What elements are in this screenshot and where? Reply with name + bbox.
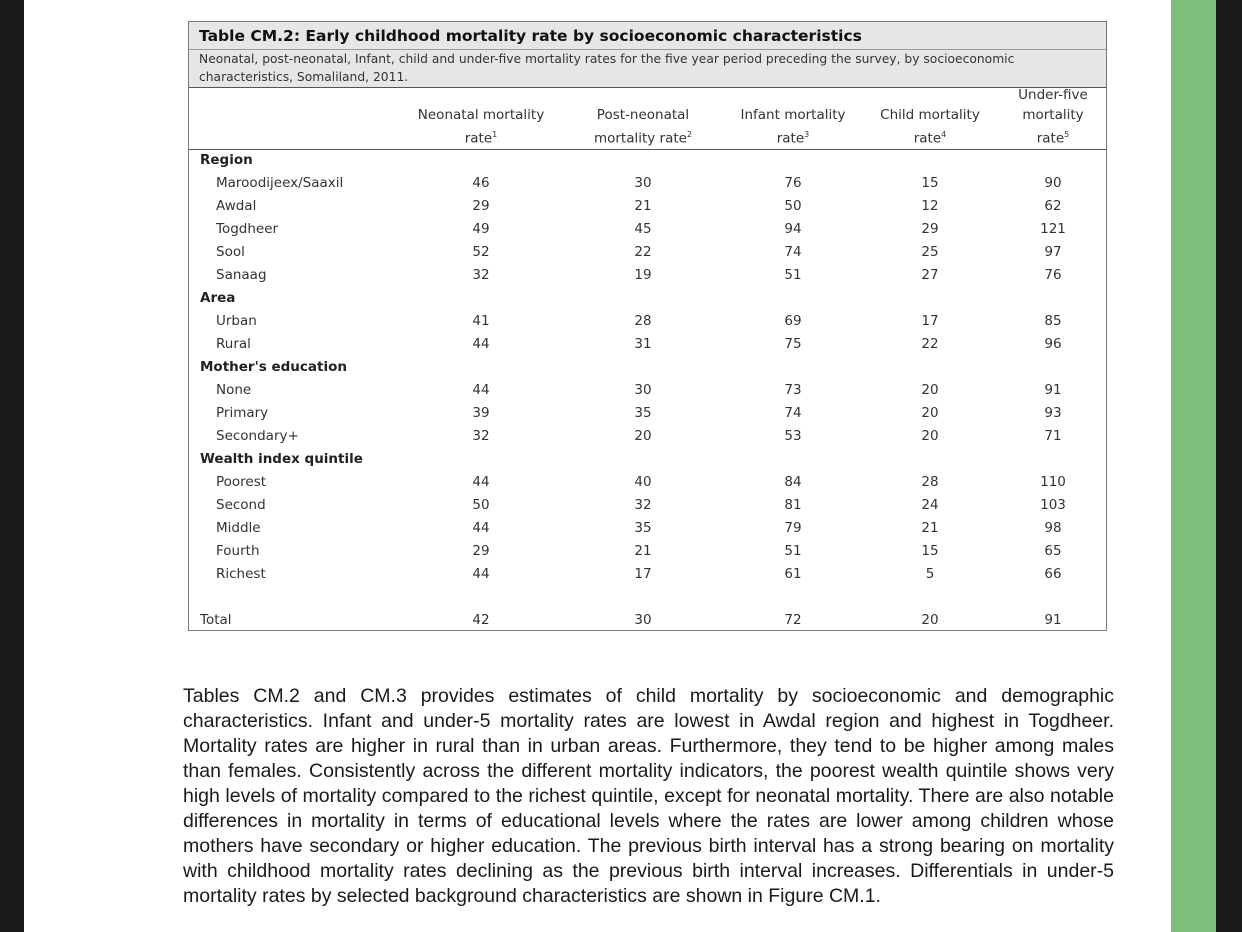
cell-value: 69 <box>784 313 802 329</box>
sidebar-accent <box>1171 0 1216 932</box>
cell-value: 44 <box>472 520 490 536</box>
cell-value: 51 <box>784 267 802 283</box>
cell-value: 12 <box>921 198 939 214</box>
cell-value: 121 <box>1040 221 1066 237</box>
cell-value: 52 <box>472 244 490 260</box>
cell-value: 29 <box>472 198 490 214</box>
cell-value: 19 <box>634 267 652 283</box>
column-header-2: Post-neonatal mortality rate$^2$ <box>593 106 693 146</box>
cell-value: 50 <box>784 198 802 214</box>
cell-value: 44 <box>472 336 490 352</box>
column-headers <box>189 88 1106 150</box>
cell-value: 50 <box>472 497 490 513</box>
row-label: Awdal <box>216 198 257 214</box>
cell-value: 30 <box>634 175 652 191</box>
cell-value: 21 <box>921 520 939 536</box>
cell-value: 15 <box>921 175 939 191</box>
table-row <box>189 471 1106 494</box>
cell-value: 61 <box>784 566 802 582</box>
cell-value: 85 <box>1044 313 1062 329</box>
mortality-table <box>188 21 1107 631</box>
column-header-1: Neonatal mortality rate$^1$ <box>417 106 545 146</box>
cell-value: 27 <box>921 267 939 283</box>
cell-value: 25 <box>921 244 939 260</box>
group-label: Mother's education <box>200 359 347 375</box>
row-label: Rural <box>216 336 251 352</box>
cell-value: 96 <box>1044 336 1062 352</box>
table-row <box>189 333 1106 356</box>
cell-value: 53 <box>784 428 802 444</box>
cell-value: 17 <box>634 566 652 582</box>
cell-value: 66 <box>1044 566 1062 582</box>
column-header-5: Under-five mortality rate$^5$ <box>1018 86 1088 146</box>
table-row <box>189 172 1106 195</box>
cell-value: 71 <box>1044 428 1062 444</box>
cell-value: 103 <box>1040 497 1066 513</box>
cell-value: 20 <box>921 405 939 421</box>
table-row <box>189 218 1106 241</box>
row-label: Richest <box>216 566 266 582</box>
table-row <box>189 540 1106 563</box>
table-subtitle: Neonatal, post-neonatal, Infant, child and under-five mortality rates for the five year period preceding the survey, by socioeconomic characteristics, Somaliland, 2011. <box>189 49 1106 86</box>
table-row <box>189 195 1106 218</box>
row-label: Second <box>216 497 266 513</box>
table-row <box>189 517 1106 540</box>
cell-value: 74 <box>784 244 802 260</box>
cell-value: 30 <box>634 612 652 628</box>
cell-value: 31 <box>634 336 652 352</box>
cell-value: 73 <box>784 382 802 398</box>
cell-value: 15 <box>921 543 939 559</box>
cell-value: 72 <box>784 612 802 628</box>
cell-value: 20 <box>921 428 939 444</box>
table-title: Table CM.2: Early childhood mortality rate by socioeconomic characteristics <box>199 27 862 45</box>
cell-value: 24 <box>921 497 939 513</box>
group-header <box>189 287 1106 310</box>
group-header <box>189 448 1106 471</box>
table-row <box>189 425 1106 448</box>
document-page <box>24 0 1171 932</box>
cell-value: 75 <box>784 336 802 352</box>
group-label: Wealth index quintile <box>200 451 363 467</box>
cell-value: 20 <box>921 382 939 398</box>
cell-value: 45 <box>634 221 652 237</box>
cell-value: 32 <box>472 428 490 444</box>
table-row <box>189 241 1106 264</box>
table-row <box>189 379 1106 402</box>
cell-value: 35 <box>634 520 652 536</box>
cell-value: 79 <box>784 520 802 536</box>
cell-value: 20 <box>634 428 652 444</box>
cell-value: 84 <box>784 474 802 490</box>
column-header-3: Infant mortality rate$^3$ <box>740 106 846 146</box>
cell-value: 44 <box>472 566 490 582</box>
cell-value: 110 <box>1040 474 1066 490</box>
cell-value: 20 <box>921 612 939 628</box>
cell-value: 30 <box>634 382 652 398</box>
table-row <box>189 494 1106 517</box>
table-row <box>189 402 1106 425</box>
body-paragraph: Tables CM.2 and CM.3 provides estimates of child mortality by socioeconomic and demographic characteristics. Infant and under-5 mortality rates are lowest in Awdal region and highest in Togdheer. Mortality rates are higher in rural than in urban areas. Furthermore, they tend to be higher among males than females. Consistently across the different mortality indicators, the poorest wealth quintile shows very high levels of mortality compared to the richest quintile, except for neonatal mortality. There are also notable differences in mortality in terms of educational levels where the rates are lower among children whose mothers have secondary or higher education. The previous birth interval has a strong bearing on mortality with childhood mortality rates declining as the previous birth interval increases. Differentials in under-5 mortality rates by selected background characteristics are shown in Figure CM.1. <box>183 685 1114 907</box>
cell-value: 42 <box>472 612 490 628</box>
total-row <box>189 609 1106 632</box>
cell-value: 40 <box>634 474 652 490</box>
cell-value: 46 <box>472 175 490 191</box>
cell-value: 32 <box>634 497 652 513</box>
group-header <box>189 149 1106 172</box>
cell-value: 39 <box>472 405 490 421</box>
cell-value: 76 <box>784 175 802 191</box>
table-header <box>189 22 1106 88</box>
group-label: Region <box>200 152 253 168</box>
row-label: Fourth <box>216 543 260 559</box>
cell-value: 29 <box>921 221 939 237</box>
cell-value: 22 <box>921 336 939 352</box>
row-label: Secondary+ <box>216 428 299 444</box>
row-label: Sool <box>216 244 245 260</box>
row-label: Middle <box>216 520 261 536</box>
row-label: Primary <box>216 405 269 421</box>
cell-value: 51 <box>784 543 802 559</box>
row-label: Sanaag <box>216 267 267 283</box>
table-row <box>189 264 1106 287</box>
row-label: Togdheer <box>216 221 279 237</box>
group-label: Area <box>200 290 236 306</box>
cell-value: 28 <box>921 474 939 490</box>
cell-value: 35 <box>634 405 652 421</box>
cell-value: 91 <box>1044 382 1062 398</box>
cell-value: 93 <box>1044 405 1062 421</box>
cell-value: 28 <box>634 313 652 329</box>
cell-value: 76 <box>1044 267 1062 283</box>
cell-value: 32 <box>472 267 490 283</box>
cell-value: 5 <box>925 566 935 582</box>
cell-value: 65 <box>1044 543 1062 559</box>
row-label: Maroodijeex/Saaxil <box>216 175 344 191</box>
cell-value: 74 <box>784 405 802 421</box>
cell-value: 49 <box>472 221 490 237</box>
cell-value: 81 <box>784 497 802 513</box>
cell-value: 22 <box>634 244 652 260</box>
cell-value: 98 <box>1044 520 1062 536</box>
cell-value: 21 <box>634 198 652 214</box>
row-label: Total <box>200 612 232 628</box>
cell-value: 44 <box>472 382 490 398</box>
row-label: Urban <box>216 313 257 329</box>
cell-value: 97 <box>1044 244 1062 260</box>
cell-value: 90 <box>1044 175 1062 191</box>
column-header-4: Child mortality rate$^4$ <box>880 106 980 146</box>
row-label: Poorest <box>216 474 267 490</box>
cell-value: 94 <box>784 221 802 237</box>
cell-value: 21 <box>634 543 652 559</box>
cell-value: 17 <box>921 313 939 329</box>
table-row <box>189 310 1106 333</box>
cell-value: 29 <box>472 543 490 559</box>
group-header <box>189 356 1106 379</box>
row-label: None <box>216 382 252 398</box>
cell-value: 44 <box>472 474 490 490</box>
cell-value: 91 <box>1044 612 1062 628</box>
table-row <box>189 563 1106 586</box>
cell-value: 62 <box>1044 198 1062 214</box>
cell-value: 41 <box>472 313 490 329</box>
